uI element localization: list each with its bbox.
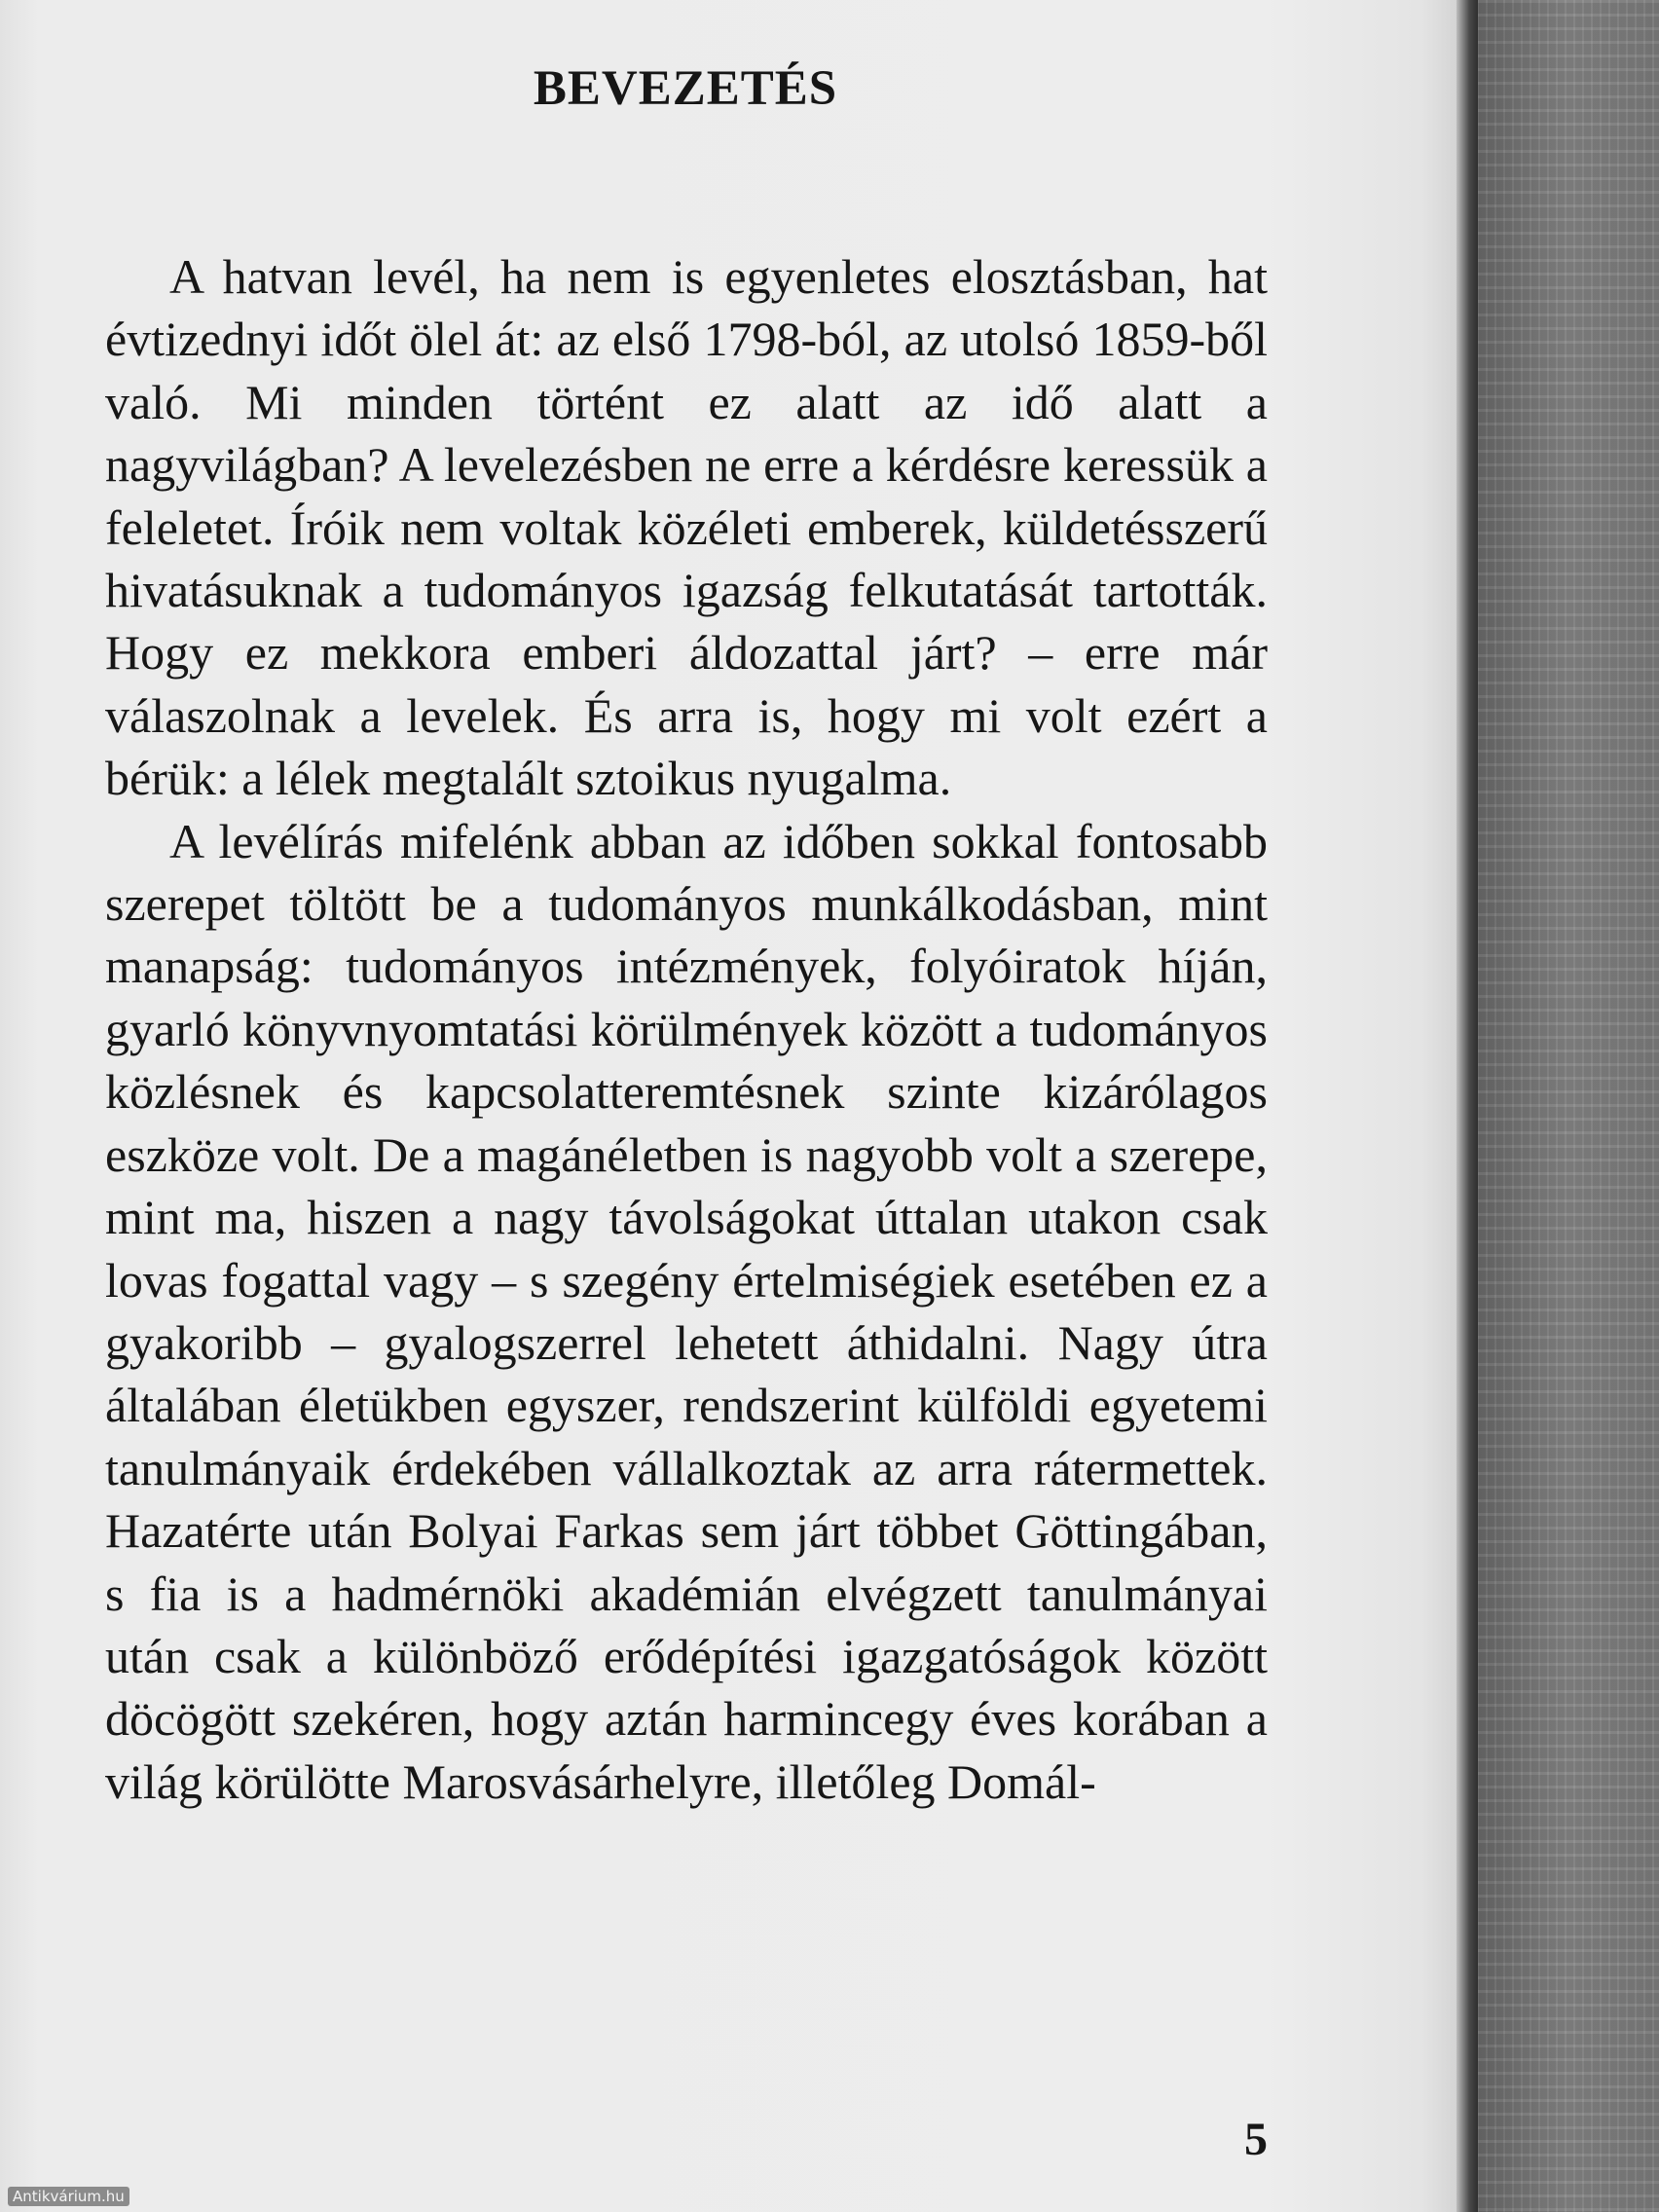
background-surface [1451,0,1659,2212]
page-title: BEVEZETÉS [533,61,838,116]
page-number: 5 [1244,2114,1268,2165]
watermark: Antikvárium.hu [8,2187,129,2206]
paragraph-2: A levélírás mifelénk abban az időben sokkal fontosabb szerepet töltött be a tudományos munkálkodásban, mint manapság: tudományos intézmények, folyóiratok híján, gyarló könyvnyomtatási körülmények között a tudományos közlésnek és kapcsolatteremtésnek szinte kizárólagos eszköze volt. De a magánéletben is nagyobb volt a szerepe, mint ma, hiszen a nagy távolságokat úttalan utakon csak lovas fogattal vagy – s szegény értelmiségiek esetében ez a gyakoribb – gyalogszerrel lehetett áthidalni. Nagy útra általában életükben egyszer, rendszerint külföldi egyetemi tanulmányaik érdekében vállalkoztak az arra rátermettek. Hazatérte után Bolyai Farkas sem járt többet Göttingában, s fia is a hadmérnöki akadémián elvégzett tanulmányai után csak a különböző erődépítési igazgatóságok között döcögött szekéren, hogy aztán harmincegy éves korában a világ körülötte Marosvásárhelyre, illetőleg Domál- [105,813,1268,1809]
page-header [0,60,1371,117]
page-edge [1456,0,1478,2212]
body-text [105,245,1268,1813]
paragraph-1: A hatvan levél, ha nem is egyenletes elosztásban, hat évtizednyi időt ölel át: az első 1798-ból, az utolsó 1859-ből való. Mi minden történt ez alatt az idő alatt a nagyvilágban? A levelezésben ne erre a kérdésre keressük a feleletet. Íróik nem voltak közéleti emberek, küldetésszerű hivatásuknak a tudományos igazság felkutatását tartották. Hogy ez mekkora emberi áldozattal járt? – erre már válaszolnak a levelek. És arra is, hogy mi volt ezért a bérük: a lélek megtalált sztoikus nyugalma. [105,249,1268,806]
